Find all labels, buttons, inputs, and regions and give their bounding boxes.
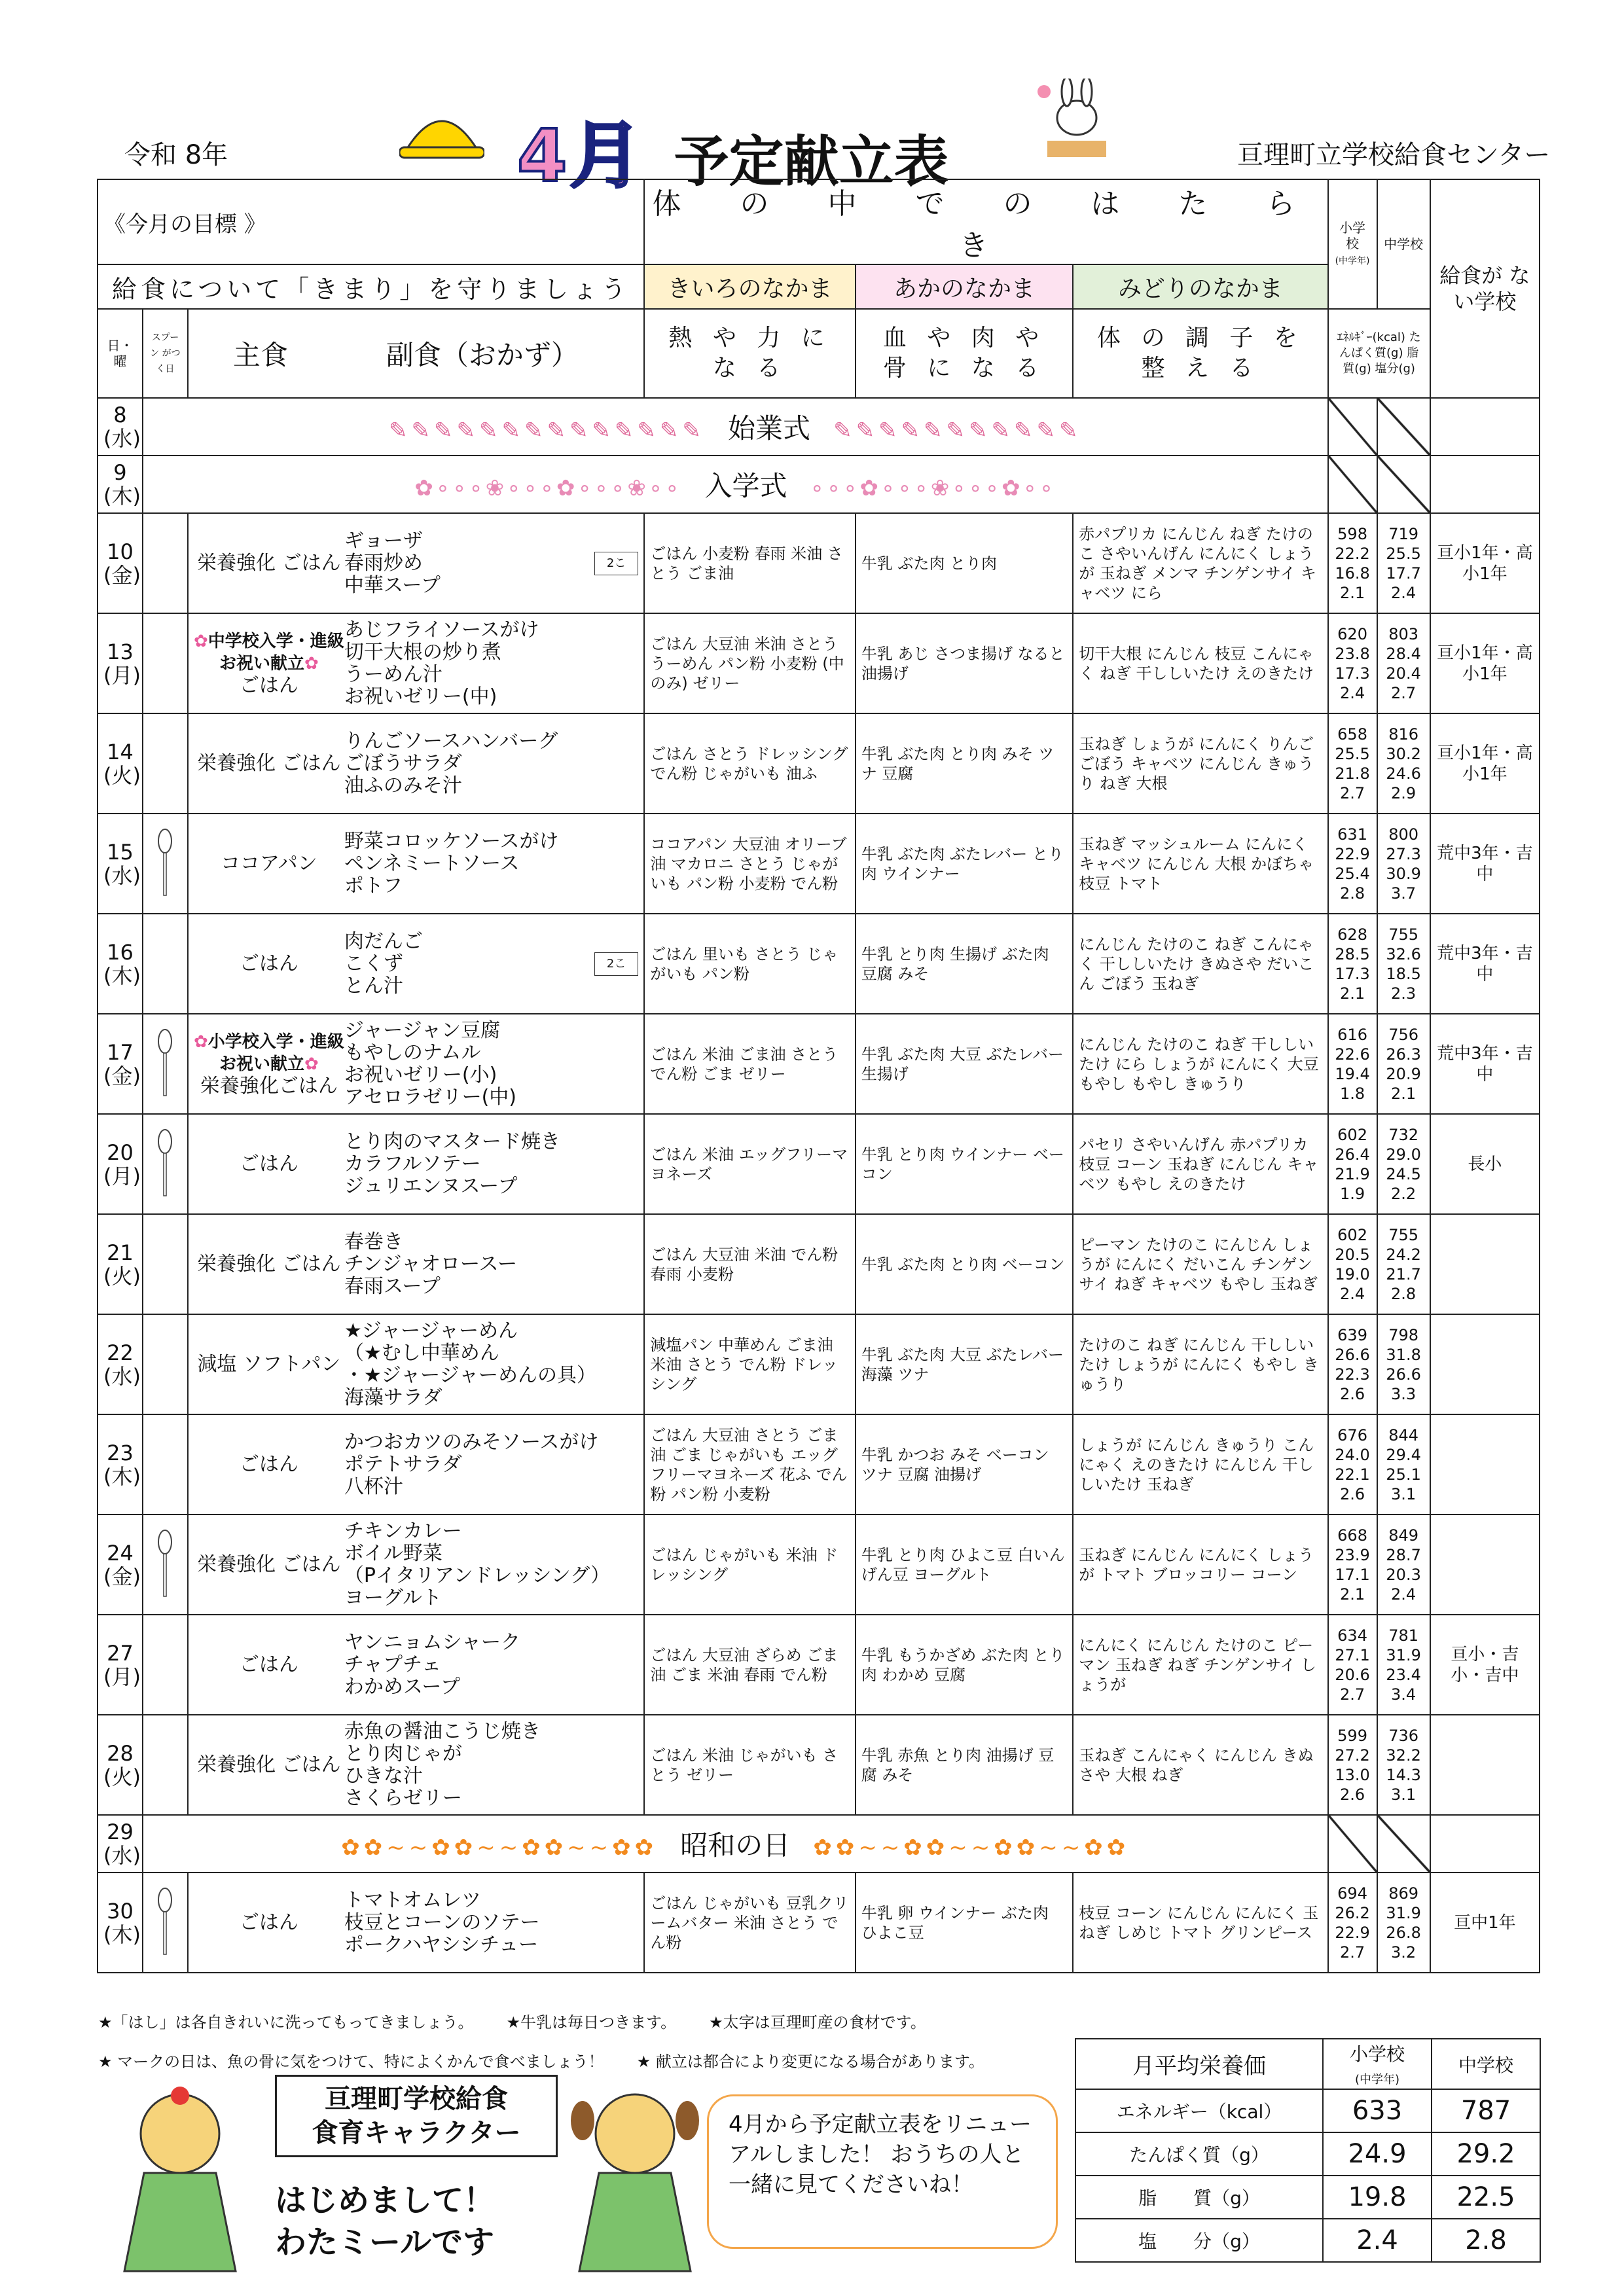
dish-cell (188, 1715, 644, 1815)
elem-nutrition: 676 24.0 22.1 2.6 (1328, 1414, 1377, 1515)
energy-foods: ごはん 大豆油 米油 でん粉 春雨 小麦粉 (644, 1214, 855, 1314)
menu-row (98, 1615, 1540, 1715)
no-lunch-schools (1430, 1515, 1540, 1615)
staple-food: 栄養強化 ごはん (197, 551, 341, 575)
menu-row (98, 1314, 1540, 1414)
staple-food: ごはん (239, 673, 298, 697)
menu-row (98, 1414, 1540, 1515)
blood-foods: 牛乳 ぶた肉 とり肉 みそ ツナ 豆腐 (856, 713, 1074, 814)
menu-row (98, 1214, 1540, 1314)
mid-nutrition: 800 27.3 30.9 3.7 (1377, 814, 1430, 914)
crayon-decoration-icon: ✎✎✎✎✎✎✎✎✎✎✎ (833, 418, 1082, 444)
no-lunch-schools: 長小 (1430, 1114, 1540, 1214)
no-lunch-schools: 荒中3年・吉中 (1430, 1014, 1540, 1114)
side-dish: チャプチェ (344, 1653, 442, 1676)
spoon-cell (143, 1014, 188, 1114)
energy-foods: ごはん 米油 じゃがいも さとう ゼリー (644, 1715, 855, 1815)
day-header: 日・曜 (98, 309, 143, 398)
side-dish: アセロラゼリー(中) (344, 1085, 516, 1109)
mid-nutrition: 798 31.8 26.6 3.3 (1377, 1314, 1430, 1414)
footnote-milk: ★牛乳は毎日つきます。 (506, 2013, 677, 2032)
side-dish: かつおカツのみそソースがけ (344, 1430, 599, 1454)
spoon-icon (155, 827, 175, 899)
elem-nutrition: 616 22.6 19.4 1.8 (1328, 1014, 1377, 1114)
footnote-change: ★ 献立は都合により変更になる場合があります。 (636, 2053, 984, 2071)
side-dish: ギョーザ (344, 529, 423, 552)
menu-row (98, 513, 1540, 613)
spoon-cell (143, 814, 188, 914)
day-cell: 24 (金) (98, 1515, 143, 1615)
footnote-fish: ★ マークの日は、魚の骨に気をつけて、特によくかんで食べましょう！ (98, 2053, 604, 2071)
dish-cell (188, 914, 644, 1014)
energy-foods: ごはん 小麦粉 春雨 米油 さとう ごま油 (644, 513, 855, 613)
energy-foods: ごはん 大豆油 ざらめ ごま油 ごま 米油 春雨 でん粉 (644, 1615, 855, 1715)
side-dish: とり肉じゃが (344, 1742, 462, 1765)
body-foods: ピーマン たけのこ にんじん しょうが にんにく だいこん チンゲンサイ ねぎ キャベツ もやし 玉ねぎ (1073, 1214, 1327, 1314)
spoon-cell (143, 513, 188, 613)
center-name: 亘理町立学校給食センター (1237, 140, 1551, 170)
no-lunch-schools: 亘中1年 (1430, 1873, 1540, 1973)
side-dish: チンジャオロースー (344, 1252, 518, 1276)
function-title: 体 の 中 で の は た ら き (644, 179, 1327, 264)
energy-foods: ごはん さとう ドレッシング でん粉 じゃがいも 油ふ (644, 713, 855, 814)
footnotes (98, 2003, 1017, 2081)
side-dish: ヤンニョムシャーク (344, 1630, 520, 1654)
side-dish: ・★ジャージャーめんの具） (344, 1363, 596, 1387)
energy-foods: ごはん じゃがいも 米油 ドレッシング (644, 1515, 855, 1615)
no-lunch-schools: 亘小・吉小・吉中 (1430, 1615, 1540, 1715)
day-cell: 17 (金) (98, 1014, 143, 1114)
spoon-cell (143, 1873, 188, 1973)
day-cell: 27 (月) (98, 1615, 143, 1715)
dish-cell (188, 1873, 644, 1973)
menu-row (98, 1873, 1540, 1973)
no-lunch-schools: 荒中3年・吉中 (1430, 914, 1540, 1014)
event-cell (143, 1815, 1328, 1873)
blood-foods: 牛乳 ぶた肉 大豆 ぶたレバー 生揚げ (856, 1014, 1074, 1114)
elem-nutrition: 602 26.4 21.9 1.9 (1328, 1114, 1377, 1214)
event-label: 昭和の日 (680, 1829, 791, 1861)
menu-row (98, 713, 1540, 814)
flower-icon: ✿ (193, 1031, 208, 1052)
dish-cell (188, 1214, 644, 1314)
blood-foods: 牛乳 とり肉 ウインナー ベーコン (856, 1114, 1074, 1214)
rabbit-icon (1034, 79, 1119, 164)
side-dish: あじフライソースがけ (344, 618, 539, 641)
spoon-cell (143, 1414, 188, 1515)
mid-nutrition: 844 29.4 25.1 3.1 (1377, 1414, 1430, 1515)
avg-mid-value: 787 (1432, 2089, 1540, 2132)
staple-food: 栄養強化ごはん (200, 1074, 338, 1098)
avg-elem-value: 19.8 (1323, 2176, 1432, 2219)
side-dish: 枝豆とコーンのソテー (344, 1910, 540, 1934)
day-cell: 16 (木) (98, 914, 143, 1014)
mid-nutrition: 732 29.0 24.5 2.2 (1377, 1114, 1430, 1214)
group-red: あかのなかま (856, 264, 1074, 309)
spoon-cell (143, 1615, 188, 1715)
side-dish: 春巻き (344, 1230, 403, 1253)
elem-nutrition: 628 28.5 17.3 2.1 (1328, 914, 1377, 1014)
side-dish: ごぼうサラダ (344, 751, 462, 775)
group-green: みどりのなかま (1073, 264, 1327, 309)
spoon-cell (143, 713, 188, 814)
no-lunch-schools: 亘小1年・高小1年 (1430, 613, 1540, 713)
spoon-icon (155, 1127, 175, 1199)
side-dish: チキンカレー (344, 1519, 462, 1543)
side-dish: 海藻サラダ (344, 1386, 442, 1409)
staple-food: 栄養強化 ごはん (197, 1252, 341, 1276)
side-dish: わかめスープ (344, 1675, 460, 1698)
side-dish: ポテトサラダ (344, 1452, 462, 1476)
staple-food: 減塩 ソフトパン (197, 1352, 341, 1376)
side-dish: （★むし中華めん (344, 1341, 499, 1365)
spoon-cell (143, 914, 188, 1014)
elem-nutrition: 694 26.2 22.9 2.7 (1328, 1873, 1377, 1973)
blood-foods: 牛乳 とり肉 ひよこ豆 白いんげん豆 ヨーグルト (856, 1515, 1074, 1615)
side-dish: ジャージャン豆腐 (344, 1018, 501, 1042)
dish-cell (188, 1515, 644, 1615)
side-dish: ペンネミートソース (344, 852, 520, 875)
energy-foods: ココアパン 大豆油 オリーブ油 マカロニ さとう じゃがいも パン粉 小麦粉 でん粉 (644, 814, 855, 914)
body-foods: にんじん たけのこ ねぎ こんにゃく 干ししいたけ きぬさや だいこん ごぼう 玉ねぎ (1073, 914, 1327, 1014)
blood-foods: 牛乳 とり肉 生揚げ ぶた肉 豆腐 みそ (856, 914, 1074, 1014)
elem-nutrition: 598 22.2 16.8 2.1 (1328, 513, 1377, 613)
goal-label-cell: 《今月の目標 》 (98, 179, 644, 264)
menu-row (98, 1515, 1540, 1615)
body-foods: 枝豆 コーン にんじん にんにく 玉ねぎ しめじ トマト グリンピース (1073, 1873, 1327, 1973)
side-dish: 中華スープ (344, 573, 441, 597)
elem-nutrition: 639 26.6 22.3 2.6 (1328, 1314, 1377, 1414)
dish-cell (188, 613, 644, 713)
mid-nutrition: 755 32.6 18.5 2.3 (1377, 914, 1430, 1014)
body-foods: パセリ さやいんげん 赤パプリカ 枝豆 コーン 玉ねぎ にんじん キャベツ もやし えのきたけ (1073, 1114, 1327, 1214)
blood-header: 血 や 肉 や 骨 に な る (856, 309, 1074, 398)
no-lunch-schools: 亘小1年・高小1年 (1430, 513, 1540, 613)
mid-nutrition: 849 28.7 20.3 2.4 (1377, 1515, 1430, 1615)
avg-mid-header: 中学校 (1432, 2039, 1540, 2089)
body-header: 体 の 調 子 を 整 え る (1073, 309, 1327, 398)
avg-mid-value: 29.2 (1432, 2132, 1540, 2176)
dish-cell (188, 814, 644, 914)
body-foods: しょうが にんじん きゅうり こんにゃく えのきたけ にんじん 干ししいたけ 玉ねぎ (1073, 1414, 1327, 1515)
blood-foods: 牛乳 もうかざめ ぶた肉 とり肉 わかめ 豆腐 (856, 1615, 1074, 1715)
speech-bubble: 4月から予定献立表をリニューアルしました！ おうちの人と一緒に見てくださいね！ (707, 2094, 1058, 2249)
side-dish: うーめん汁 (344, 662, 442, 686)
menu-row (98, 1014, 1540, 1114)
side-dish: ポトフ (344, 874, 403, 897)
event-cell (143, 398, 1328, 456)
spoon-header: スプーン がつく日 (143, 309, 188, 398)
spoon-icon (155, 1027, 175, 1099)
blood-foods: 牛乳 ぶた肉 ぶたレバー とり肉 ウインナー (856, 814, 1074, 914)
flower-icon: ✿ (304, 653, 319, 673)
event-label: 入学式 (704, 470, 787, 502)
blood-foods: 牛乳 赤魚 とり肉 油揚げ 豆腐 みそ (856, 1715, 1074, 1815)
avg-row (1075, 2219, 1540, 2262)
day-cell: 21 (火) (98, 1214, 143, 1314)
day-cell: 29 (水) (98, 1815, 143, 1873)
elem-nutrition: 658 25.5 21.8 2.7 (1328, 713, 1377, 814)
side-dish: ヨーグルト (344, 1586, 442, 1609)
dish-cell (188, 713, 644, 814)
avg-label: たんぱく質（g） (1075, 2132, 1323, 2176)
day-cell: 15 (水) (98, 814, 143, 914)
flower-decoration-icon: ∘∘∘✿∘∘∘❀∘∘∘✿∘∘ (810, 475, 1056, 501)
event-row (98, 398, 1540, 456)
event-row (98, 456, 1540, 513)
mid-nutrition: 736 32.2 14.3 3.1 (1377, 1715, 1430, 1815)
avg-label: 塩 分（g） (1075, 2219, 1323, 2262)
avg-mid-value: 2.8 (1432, 2219, 1540, 2262)
spoon-cell (143, 1114, 188, 1214)
elem-nutrition: 599 27.2 13.0 2.6 (1328, 1715, 1377, 1815)
avg-row (1075, 2176, 1540, 2219)
energy-foods: 減塩パン 中華めん ごま油 米油 さとう でん粉 ドレッシング (644, 1314, 855, 1414)
side-dish: 春雨炒め (344, 551, 423, 575)
day-cell: 8 (水) (98, 398, 143, 456)
title-label: 予定献立表 (674, 130, 949, 194)
menu-table (97, 179, 1540, 1973)
day-cell: 30 (木) (98, 1873, 143, 1973)
day-cell: 9 (木) (98, 456, 143, 513)
day-cell: 22 (水) (98, 1314, 143, 1414)
mid-nutrition: 816 30.2 24.6 2.9 (1377, 713, 1430, 814)
menu-row (98, 1114, 1540, 1214)
no-lunch-schools (1430, 1314, 1540, 1414)
avg-row (1075, 2132, 1540, 2176)
nutrient-header: ｴﾈﾙｷﾞｰ(kcal) たんぱく質(g) 脂質(g) 塩分(g) (1328, 309, 1430, 398)
elem-nutrition: 668 23.9 17.1 2.1 (1328, 1515, 1377, 1615)
era-year: 令和 8年 (124, 140, 228, 170)
side-dish: トマトオムレツ (344, 1888, 481, 1912)
side-dish: ★ジャージャーめん (344, 1319, 518, 1342)
tulip-decoration-icon: ✿✿~~✿✿~~✿✿~~✿✿ (341, 1835, 658, 1861)
mid-nutrition: 755 24.2 21.7 2.8 (1377, 1214, 1430, 1314)
side-dish: ひきな汁 (344, 1764, 423, 1787)
body-foods: たけのこ ねぎ にんじん 干ししいたけ しょうが にんにく もやし きゅうり (1073, 1314, 1327, 1414)
dish-cell (188, 1414, 644, 1515)
side-dish: 肉だんご (344, 929, 423, 953)
blood-foods: 牛乳 ぶた肉 大豆 ぶたレバー 海藻 ツナ (856, 1314, 1074, 1414)
dish-cell (188, 1014, 644, 1114)
body-foods: にんにく にんじん たけのこ ピーマン 玉ねぎ ねぎ チンゲンサイ しょうが (1073, 1615, 1327, 1715)
day-cell: 13 (月) (98, 613, 143, 713)
middle-school-header: 中学校 (1377, 179, 1430, 309)
body-foods: 玉ねぎ マッシュルーム にんにく キャベツ にんじん 大根 かぼちゃ 枝豆 トマト (1073, 814, 1327, 914)
elem-nutrition: 631 22.9 25.4 2.8 (1328, 814, 1377, 914)
elem-nutrition: 634 27.1 20.6 2.7 (1328, 1615, 1377, 1715)
day-cell: 14 (火) (98, 713, 143, 814)
staple-food: ごはん (239, 952, 298, 975)
staple-food: ごはん (239, 1152, 298, 1175)
flower-icon: ✿ (193, 631, 208, 651)
spoon-cell (143, 1314, 188, 1414)
body-foods: にんじん たけのこ ねぎ 干ししいたけ にら しょうが にんにく 大豆もやし もやし きゅうり (1073, 1014, 1327, 1114)
body-foods: 玉ねぎ にんじん にんにく しょうが トマト ブロッコリー コーン (1073, 1515, 1327, 1615)
count-badge: 2こ (594, 952, 638, 976)
menu-row (98, 613, 1540, 713)
staple-food: ごはん (239, 1653, 298, 1676)
month-label: 4月 (517, 114, 645, 198)
staple-food: 栄養強化 ごはん (197, 1552, 341, 1576)
elem-school-header: 小学校 (中学年) (1328, 179, 1377, 309)
dish-cell (188, 1314, 644, 1414)
mascot-right-icon (563, 2081, 707, 2291)
side-dish: ポークハヤシシチュー (344, 1933, 539, 1956)
side-dish: ボイル野菜 (344, 1541, 442, 1565)
event-row (98, 1815, 1540, 1873)
spoon-icon (155, 1886, 175, 1958)
day-cell: 20 (月) (98, 1114, 143, 1214)
side-dish: 赤魚の醤油こうじ焼き (344, 1719, 541, 1743)
energy-header: 熱 や 力 に な る (644, 309, 855, 398)
footnote-bold: ★太字は亘理町産の食材です。 (709, 2013, 926, 2032)
side-dish: もやしのナムル (344, 1041, 481, 1064)
body-foods: 玉ねぎ こんにゃく にんじん きぬさや 大根 ねぎ (1073, 1715, 1327, 1815)
elem-nutrition: 602 20.5 19.0 2.4 (1328, 1214, 1377, 1314)
blood-foods: 牛乳 卵 ウインナー ぶた肉 ひよこ豆 (856, 1873, 1074, 1973)
menu-row (98, 1715, 1540, 1815)
side-dish: （Pイタリアンドレッシング） (344, 1564, 611, 1587)
side-dish: ジュリエンヌスープ (344, 1174, 518, 1198)
mid-nutrition: 719 25.5 17.7 2.4 (1377, 513, 1430, 613)
tulip-decoration-icon: ✿✿~~✿✿~~✿✿~~✿✿ (813, 1835, 1130, 1861)
avg-elem-header: 小学校 (中学年) (1323, 2039, 1432, 2089)
staple-food: 栄養強化 ごはん (197, 1753, 341, 1776)
blood-foods: 牛乳 かつお みそ ベーコン ツナ 豆腐 油揚げ (856, 1414, 1074, 1515)
energy-foods: ごはん 大豆油 米油 さとう うーめん パン粉 小麦粉 (中のみ) ゼリー (644, 613, 855, 713)
avg-mid-value: 22.5 (1432, 2176, 1540, 2219)
flower-decoration-icon: ✿∘∘∘❀∘∘∘✿∘∘∘❀∘∘ (414, 475, 682, 501)
mid-nutrition: 756 26.3 20.9 2.1 (1377, 1014, 1430, 1114)
energy-foods: ごはん 里いも さとう じゃがいも パン粉 (644, 914, 855, 1014)
no-lunch-header: 給食が ない学校 (1430, 179, 1540, 398)
avg-row (1075, 2089, 1540, 2132)
no-lunch-schools: 荒中3年・吉中 (1430, 814, 1540, 914)
side-dish: りんごソースハンバーグ (344, 729, 558, 753)
blood-foods: 牛乳 あじ さつま揚げ なると 油揚げ (856, 613, 1074, 713)
body-foods: 切干大根 にんじん 枝豆 こんにゃく ねぎ 干ししいたけ えのきたけ (1073, 613, 1327, 713)
side-dish: 春雨スープ (344, 1274, 441, 1298)
mascot-left-icon (105, 2081, 255, 2291)
footnote-hashi: ★「はし」は各自きれいに洗ってもってきましょう。 (98, 2013, 474, 2032)
side-dish: こくず (344, 952, 403, 975)
avg-elem-value: 24.9 (1323, 2132, 1432, 2176)
event-label: 始業式 (727, 412, 810, 444)
dish-cell (188, 1114, 644, 1214)
elem-nutrition: 620 23.8 17.3 2.4 (1328, 613, 1377, 713)
body-foods: 赤パプリカ にんじん ねぎ たけのこ さやいんげん にんにく しょうが 玉ねぎ メンマ チンゲンサイ キャベツ にら (1073, 513, 1327, 613)
no-lunch-schools (1430, 1414, 1540, 1515)
blood-foods: 牛乳 ぶた肉 とり肉 (856, 513, 1074, 613)
energy-foods: ごはん 米油 ごま油 さとう でん粉 ごま ゼリー (644, 1014, 855, 1114)
side-dish: とり肉のマスタード焼き (344, 1130, 560, 1153)
side-dish: お祝いゼリー(中) (344, 685, 497, 708)
side-dish: カラフルソテー (344, 1152, 481, 1175)
no-lunch-schools (1430, 1214, 1540, 1314)
side-dish: 油ふのみそ汁 (344, 774, 462, 797)
hat-icon (399, 98, 484, 164)
goal-text: 給食について「きまり」を守りましょう (98, 264, 644, 309)
spoon-cell (143, 1515, 188, 1615)
energy-foods: ごはん 米油 エッグフリーマヨネーズ (644, 1114, 855, 1214)
side-dish: さくらゼリー (344, 1786, 462, 1810)
side-dish: 八杯汁 (344, 1475, 403, 1498)
event-cell (143, 456, 1328, 513)
body-foods: 玉ねぎ しょうが にんにく りんご ごぼう キャベツ にんじん きゅうり ねぎ 大根 (1073, 713, 1327, 814)
count-badge: 2こ (594, 552, 638, 575)
energy-foods: ごはん じゃがいも 豆乳クリームバター 米油 さとう でん粉 (644, 1873, 855, 1973)
dish-cell (188, 513, 644, 613)
flower-icon: ✿ (304, 1054, 319, 1074)
day-cell: 10 (金) (98, 513, 143, 613)
crayon-decoration-icon: ✎✎✎✎✎✎✎✎✎✎✎✎✎✎ (389, 418, 705, 444)
staple-food: 栄養強化 ごはん (197, 751, 341, 775)
avg-title: 月平均栄養価 (1075, 2039, 1323, 2089)
staple-food: ココアパン (221, 852, 317, 875)
special-menu-label: ✿小学校入学・進級お祝い献立✿ (193, 1031, 344, 1074)
no-lunch-schools (1430, 1715, 1540, 1815)
mid-nutrition: 869 31.9 26.8 3.2 (1377, 1873, 1430, 1973)
avg-elem-value: 633 (1323, 2089, 1432, 2132)
mid-nutrition: 803 28.4 20.4 2.7 (1377, 613, 1430, 713)
dish-cell (188, 1615, 644, 1715)
menu-row (98, 814, 1540, 914)
spoon-icon (155, 1528, 175, 1600)
avg-elem-value: 2.4 (1323, 2219, 1432, 2262)
avg-label: 脂 質（g） (1075, 2176, 1323, 2219)
special-menu-label: ✿中学校入学・進級お祝い献立✿ (193, 631, 344, 673)
day-cell: 28 (火) (98, 1715, 143, 1815)
staple-food: ごはん (239, 1910, 298, 1934)
dish-header: 主食 副食（おかず） (188, 309, 644, 398)
character-title-box: 亘理町学校給食 食育キャラクター (275, 2075, 558, 2157)
side-dish: 切干大根の炒り煮 (344, 640, 501, 664)
side-dish: お祝いゼリー(小) (344, 1063, 497, 1086)
spoon-cell (143, 1214, 188, 1314)
side-dish: とん汁 (344, 974, 403, 997)
spoon-cell (143, 1715, 188, 1815)
avg-label: エネルギー（kcal） (1075, 2089, 1323, 2132)
staple-food: ごはん (239, 1452, 298, 1476)
no-lunch-schools: 亘小1年・高小1年 (1430, 713, 1540, 814)
average-nutrition-table (1075, 2038, 1541, 2263)
mid-nutrition: 781 31.9 23.4 3.4 (1377, 1615, 1430, 1715)
character-message: はじめまして！ わたミールです (275, 2182, 496, 2261)
side-dish: 野菜コロッケソースがけ (344, 829, 559, 853)
group-yellow: きいろのなかま (644, 264, 855, 309)
energy-foods: ごはん 大豆油 さとう ごま油 ごま じゃがいも エッグフリーマヨネーズ 花ふ でん粉 パン粉 小麦粉 (644, 1414, 855, 1515)
day-cell: 23 (木) (98, 1414, 143, 1515)
menu-row (98, 914, 1540, 1014)
spoon-cell (143, 613, 188, 713)
blood-foods: 牛乳 ぶた肉 とり肉 ベーコン (856, 1214, 1074, 1314)
